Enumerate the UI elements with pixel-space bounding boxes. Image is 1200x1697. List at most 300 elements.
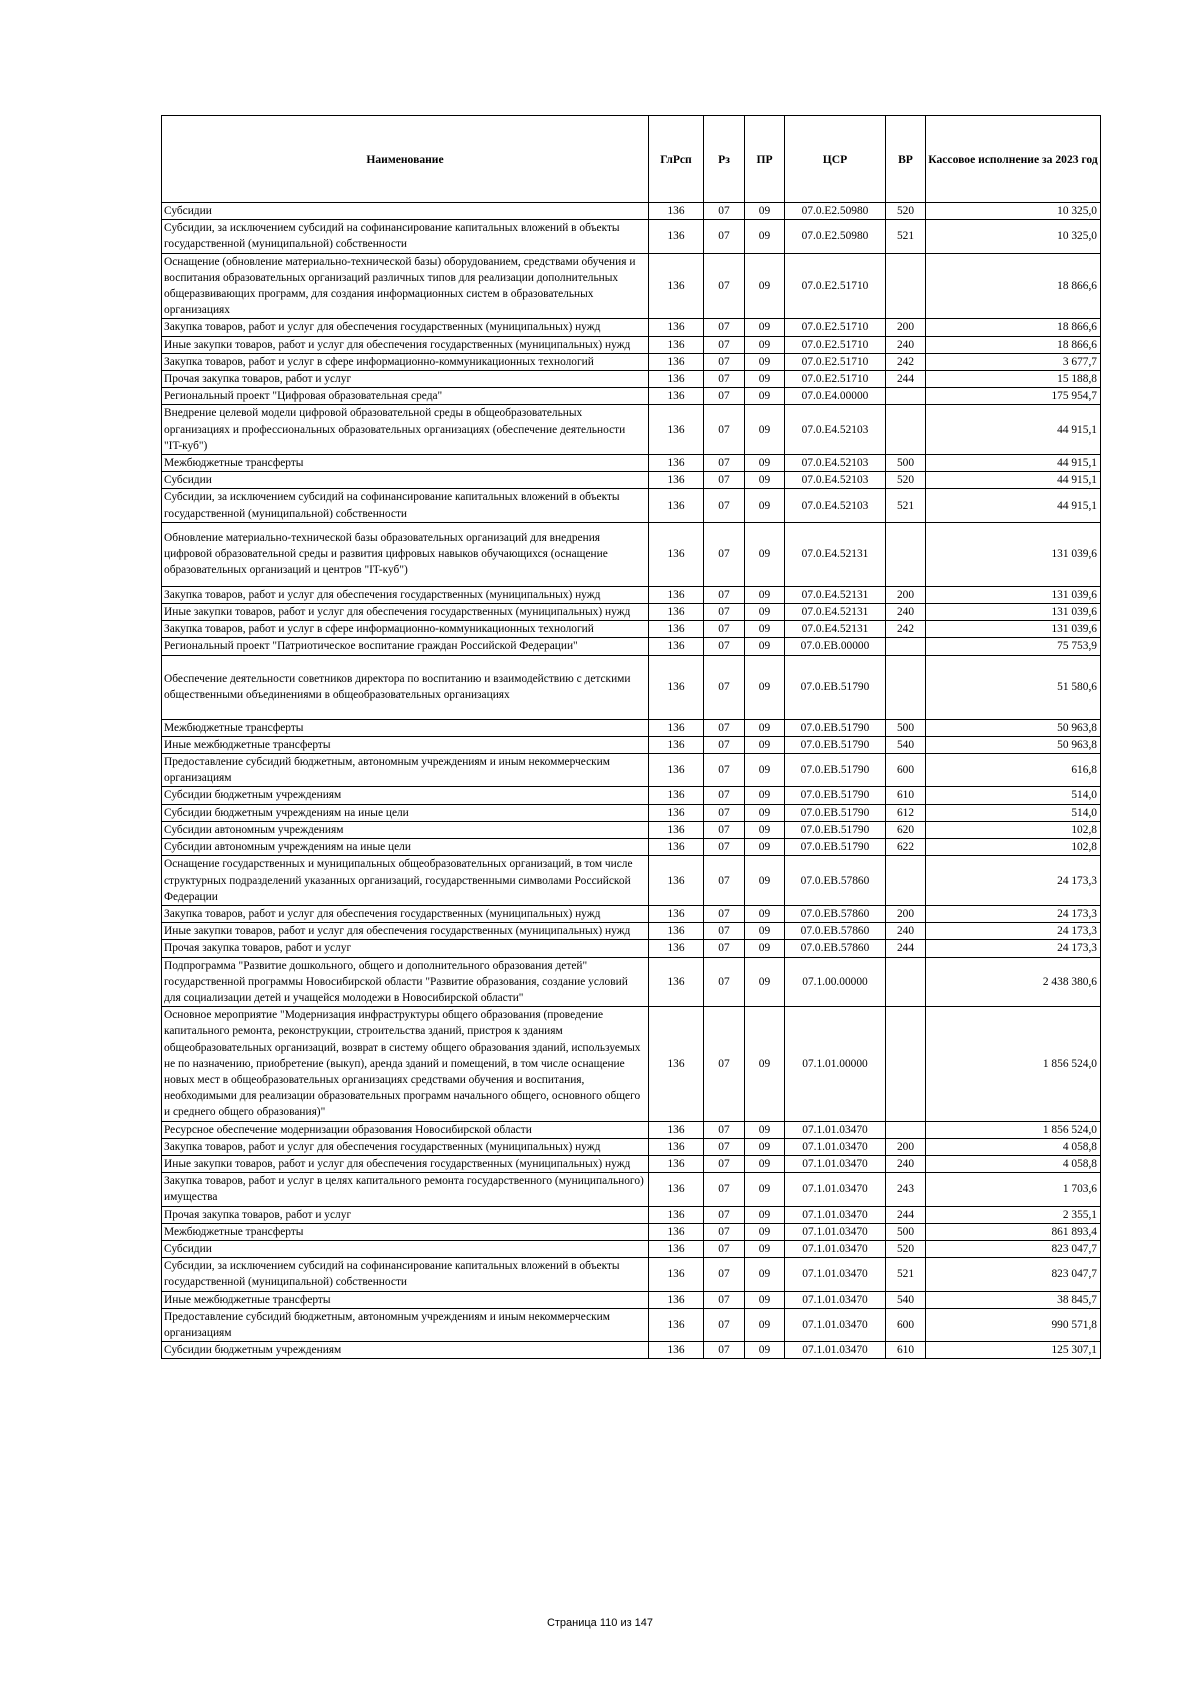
table-row — [162, 472, 1101, 489]
cell-rz: 07 — [704, 940, 745, 957]
cell-sum: 51 580,6 — [926, 655, 1101, 719]
cell-vr: 240 — [886, 604, 926, 621]
cell-pr: 09 — [745, 220, 785, 253]
table-body — [162, 203, 1101, 1359]
cell-pr: 09 — [745, 940, 785, 957]
cell-vr: 520 — [886, 203, 926, 220]
cell-sum: 4 058,8 — [926, 1155, 1101, 1172]
cell-rz: 07 — [704, 253, 745, 319]
cell-sum: 10 325,0 — [926, 220, 1101, 253]
table-row — [162, 638, 1101, 655]
cell-glrsp: 136 — [649, 1258, 704, 1291]
cell-vr — [886, 655, 926, 719]
col-header-vr: ВР — [886, 116, 926, 203]
cell-rz: 07 — [704, 489, 745, 522]
table-row — [162, 1291, 1101, 1308]
cell-name: Основное мероприятие "Модернизация инфраструктуры общего образования (проведение капитального ремонта, реконструкции, строительства зданий, пристроя к зданиям общеобразовательных организаций, возврат в систему общего образования зданий, используемых не по назначению, приобретение (выкуп), аренда зданий и помещений, в том числе оснащение новых мест в общеобразовательных организациях средствами обучения и воспитания, необходимыми для реализации образовательных программ начального общего, основного общего и среднего общего образования)" — [162, 1007, 649, 1121]
cell-vr: 200 — [886, 905, 926, 922]
cell-name: Иные закупки товаров, работ и услуг для обеспечения государственных (муниципальных) нужд — [162, 923, 649, 940]
cell-vr: 610 — [886, 787, 926, 804]
cell-rz: 07 — [704, 821, 745, 838]
cell-csr: 07.0.E4.52131 — [785, 621, 886, 638]
cell-vr — [886, 856, 926, 906]
cell-glrsp: 136 — [649, 1291, 704, 1308]
cell-pr: 09 — [745, 253, 785, 319]
cell-glrsp: 136 — [649, 1342, 704, 1359]
cell-vr: 521 — [886, 1258, 926, 1291]
cell-rz: 07 — [704, 455, 745, 472]
cell-glrsp: 136 — [649, 923, 704, 940]
cell-csr: 07.0.E4.52103 — [785, 472, 886, 489]
cell-sum: 1 703,6 — [926, 1173, 1101, 1206]
cell-name: Обеспечение деятельности советников директора по воспитанию и взаимодействию с детскими общественными объединениями в общеобразовательных организациях — [162, 655, 649, 719]
cell-rz: 07 — [704, 719, 745, 736]
cell-name: Иные закупки товаров, работ и услуг для обеспечения государственных (муниципальных) нужд — [162, 336, 649, 353]
cell-csr: 07.0.EB.57860 — [785, 856, 886, 906]
table-row — [162, 405, 1101, 455]
cell-glrsp: 136 — [649, 1308, 704, 1341]
cell-glrsp: 136 — [649, 804, 704, 821]
cell-name: Субсидии — [162, 1240, 649, 1257]
cell-sum: 44 915,1 — [926, 405, 1101, 455]
cell-rz: 07 — [704, 804, 745, 821]
cell-glrsp: 136 — [649, 1138, 704, 1155]
cell-csr: 07.0.E2.51710 — [785, 253, 886, 319]
cell-sum: 18 866,6 — [926, 319, 1101, 336]
cell-csr: 07.0.EB.51790 — [785, 754, 886, 787]
cell-vr: 600 — [886, 754, 926, 787]
cell-vr — [886, 388, 926, 405]
cell-csr: 07.1.01.03470 — [785, 1155, 886, 1172]
cell-glrsp: 136 — [649, 319, 704, 336]
cell-csr: 07.0.E2.51710 — [785, 319, 886, 336]
cell-rz: 07 — [704, 388, 745, 405]
cell-vr: 520 — [886, 1240, 926, 1257]
cell-name: Ресурсное обеспечение модернизации образования Новосибирской области — [162, 1121, 649, 1138]
cell-name: Подпрограмма "Развитие дошкольного, общего и дополнительного образования детей" государственной программы Новосибирской области "Развитие образования, создание условий для социализации детей и учащейся молодежи в Новосибирской области" — [162, 957, 649, 1007]
cell-rz: 07 — [704, 655, 745, 719]
col-header-rz: Рз — [704, 116, 745, 203]
table-row — [162, 923, 1101, 940]
cell-sum: 3 677,7 — [926, 353, 1101, 370]
cell-csr: 07.1.01.03470 — [785, 1138, 886, 1155]
cell-rz: 07 — [704, 1138, 745, 1155]
cell-glrsp: 136 — [649, 621, 704, 638]
cell-name: Оснащение (обновление материально-технической базы) оборудованием, средствами обучения и воспитания образовательных организаций различных типов для реализации дополнительных общеразвивающих программ, для создания информационных систем в образовательных организациях — [162, 253, 649, 319]
cell-name: Субсидии, за исключением субсидий на софинансирование капитальных вложений в объекты государственной (муниципальной) собственности — [162, 1258, 649, 1291]
cell-glrsp: 136 — [649, 604, 704, 621]
table-row — [162, 957, 1101, 1007]
table-row — [162, 940, 1101, 957]
cell-rz: 07 — [704, 621, 745, 638]
cell-rz: 07 — [704, 1223, 745, 1240]
cell-glrsp: 136 — [649, 472, 704, 489]
cell-pr: 09 — [745, 856, 785, 906]
cell-pr: 09 — [745, 1342, 785, 1359]
cell-sum: 10 325,0 — [926, 203, 1101, 220]
cell-csr: 07.0.EB.51790 — [785, 655, 886, 719]
cell-name: Субсидии — [162, 472, 649, 489]
cell-glrsp: 136 — [649, 455, 704, 472]
cell-sum: 1 856 524,0 — [926, 1121, 1101, 1138]
cell-vr: 244 — [886, 371, 926, 388]
cell-rz: 07 — [704, 604, 745, 621]
cell-pr: 09 — [745, 1240, 785, 1257]
cell-sum: 102,8 — [926, 821, 1101, 838]
cell-vr — [886, 957, 926, 1007]
cell-pr: 09 — [745, 405, 785, 455]
cell-vr: 244 — [886, 940, 926, 957]
cell-csr: 07.1.01.03470 — [785, 1342, 886, 1359]
col-header-name: Наименование — [162, 116, 649, 203]
cell-csr: 07.0.EB.57860 — [785, 923, 886, 940]
cell-pr: 09 — [745, 923, 785, 940]
table-row — [162, 388, 1101, 405]
cell-pr: 09 — [745, 1308, 785, 1341]
cell-csr: 07.1.01.03470 — [785, 1121, 886, 1138]
cell-sum: 102,8 — [926, 839, 1101, 856]
table-row — [162, 1173, 1101, 1206]
cell-csr: 07.0.E2.51710 — [785, 336, 886, 353]
cell-pr: 09 — [745, 203, 785, 220]
cell-csr: 07.0.E4.52131 — [785, 586, 886, 603]
cell-name: Региональный проект "Патриотическое воспитание граждан Российской Федерации" — [162, 638, 649, 655]
table-row — [162, 1007, 1101, 1121]
cell-name: Прочая закупка товаров, работ и услуг — [162, 1206, 649, 1223]
cell-glrsp: 136 — [649, 1223, 704, 1240]
table-row — [162, 787, 1101, 804]
cell-rz: 07 — [704, 1007, 745, 1121]
cell-pr: 09 — [745, 336, 785, 353]
cell-sum: 616,8 — [926, 754, 1101, 787]
table-row — [162, 1258, 1101, 1291]
cell-sum: 50 963,8 — [926, 736, 1101, 753]
cell-glrsp: 136 — [649, 957, 704, 1007]
table-row — [162, 1223, 1101, 1240]
table-row — [162, 804, 1101, 821]
cell-pr: 09 — [745, 1223, 785, 1240]
cell-name: Межбюджетные трансферты — [162, 1223, 649, 1240]
cell-pr: 09 — [745, 586, 785, 603]
cell-rz: 07 — [704, 1342, 745, 1359]
table-row — [162, 754, 1101, 787]
cell-glrsp: 136 — [649, 1007, 704, 1121]
cell-vr — [886, 1121, 926, 1138]
cell-name: Закупка товаров, работ и услуг для обеспечения государственных (муниципальных) нужд — [162, 586, 649, 603]
cell-pr: 09 — [745, 655, 785, 719]
cell-vr: 500 — [886, 455, 926, 472]
cell-glrsp: 136 — [649, 1173, 704, 1206]
col-header-csr: ЦСР — [785, 116, 886, 203]
cell-vr: 612 — [886, 804, 926, 821]
cell-pr: 09 — [745, 1291, 785, 1308]
cell-csr: 07.1.01.00000 — [785, 1007, 886, 1121]
cell-name: Субсидии автономным учреждениям — [162, 821, 649, 838]
cell-csr: 07.0.E4.00000 — [785, 388, 886, 405]
cell-pr: 09 — [745, 319, 785, 336]
cell-vr — [886, 253, 926, 319]
cell-pr: 09 — [745, 754, 785, 787]
cell-name: Предоставление субсидий бюджетным, автономным учреждениям и иным некоммерческим организациям — [162, 1308, 649, 1341]
cell-csr: 07.0.E2.50980 — [785, 203, 886, 220]
cell-vr: 240 — [886, 336, 926, 353]
cell-glrsp: 136 — [649, 787, 704, 804]
cell-name: Обновление материально-технической базы образовательных организаций для внедрения цифровой образовательной среды и развития цифровых навыков обучающихся (оснащение образовательных организаций и центров "IT-куб") — [162, 522, 649, 586]
cell-name: Межбюджетные трансферты — [162, 455, 649, 472]
cell-pr: 09 — [745, 388, 785, 405]
cell-name: Прочая закупка товаров, работ и услуг — [162, 940, 649, 957]
cell-csr: 07.0.EB.51790 — [785, 719, 886, 736]
cell-name: Закупка товаров, работ и услуг в сфере информационно-коммуникационных технологий — [162, 353, 649, 370]
cell-sum: 1 856 524,0 — [926, 1007, 1101, 1121]
cell-vr — [886, 638, 926, 655]
cell-csr: 07.0.E4.52131 — [785, 604, 886, 621]
cell-pr: 09 — [745, 455, 785, 472]
cell-pr: 09 — [745, 604, 785, 621]
cell-name: Иные закупки товаров, работ и услуг для обеспечения государственных (муниципальных) нужд — [162, 1155, 649, 1172]
cell-rz: 07 — [704, 923, 745, 940]
cell-pr: 09 — [745, 1206, 785, 1223]
cell-pr: 09 — [745, 1173, 785, 1206]
cell-vr: 240 — [886, 923, 926, 940]
cell-name: Оснащение государственных и муниципальных общеобразовательных организаций, в том числе структурных подразделений указанных организаций, государственными символами Российской Федерации — [162, 856, 649, 906]
cell-sum: 2 355,1 — [926, 1206, 1101, 1223]
cell-name: Закупка товаров, работ и услуг в сфере информационно-коммуникационных технологий — [162, 621, 649, 638]
cell-sum: 514,0 — [926, 804, 1101, 821]
cell-rz: 07 — [704, 856, 745, 906]
table-row — [162, 856, 1101, 906]
col-header-glrsp: ГлРсп — [649, 116, 704, 203]
cell-rz: 07 — [704, 1258, 745, 1291]
cell-name: Закупка товаров, работ и услуг для обеспечения государственных (муниципальных) нужд — [162, 905, 649, 922]
table-row — [162, 220, 1101, 253]
cell-pr: 09 — [745, 1121, 785, 1138]
cell-name: Прочая закупка товаров, работ и услуг — [162, 371, 649, 388]
cell-csr: 07.0.E2.51710 — [785, 353, 886, 370]
cell-vr: 240 — [886, 1155, 926, 1172]
cell-glrsp: 136 — [649, 736, 704, 753]
cell-csr: 07.0.E4.52131 — [785, 522, 886, 586]
cell-sum: 38 845,7 — [926, 1291, 1101, 1308]
cell-sum: 50 963,8 — [926, 719, 1101, 736]
cell-sum: 44 915,1 — [926, 455, 1101, 472]
table-row — [162, 522, 1101, 586]
table-row — [162, 1155, 1101, 1172]
cell-sum: 2 438 380,6 — [926, 957, 1101, 1007]
cell-sum: 131 039,6 — [926, 586, 1101, 603]
cell-csr: 07.1.01.03470 — [785, 1308, 886, 1341]
table-row — [162, 336, 1101, 353]
cell-csr: 07.1.01.03470 — [785, 1206, 886, 1223]
cell-vr: 200 — [886, 586, 926, 603]
cell-rz: 07 — [704, 736, 745, 753]
cell-vr: 243 — [886, 1173, 926, 1206]
table-row — [162, 203, 1101, 220]
cell-pr: 09 — [745, 1138, 785, 1155]
cell-glrsp: 136 — [649, 489, 704, 522]
table-row — [162, 353, 1101, 370]
cell-pr: 09 — [745, 522, 785, 586]
budget-table — [161, 115, 1101, 1359]
cell-glrsp: 136 — [649, 638, 704, 655]
col-header-pr: ПР — [745, 116, 785, 203]
cell-csr: 07.0.EB.57860 — [785, 940, 886, 957]
cell-rz: 07 — [704, 1173, 745, 1206]
cell-name: Субсидии, за исключением субсидий на софинансирование капитальных вложений в объекты государственной (муниципальной) собственности — [162, 220, 649, 253]
cell-glrsp: 136 — [649, 940, 704, 957]
cell-csr: 07.1.01.03470 — [785, 1223, 886, 1240]
cell-vr — [886, 405, 926, 455]
cell-glrsp: 136 — [649, 1206, 704, 1223]
cell-rz: 07 — [704, 638, 745, 655]
cell-rz: 07 — [704, 1240, 745, 1257]
table-row — [162, 1138, 1101, 1155]
cell-vr: 610 — [886, 1342, 926, 1359]
cell-rz: 07 — [704, 220, 745, 253]
cell-name: Субсидии бюджетным учреждениям — [162, 1342, 649, 1359]
cell-sum: 990 571,8 — [926, 1308, 1101, 1341]
cell-rz: 07 — [704, 405, 745, 455]
cell-csr: 07.0.EB.51790 — [785, 736, 886, 753]
cell-glrsp: 136 — [649, 371, 704, 388]
cell-name: Предоставление субсидий бюджетным, автономным учреждениям и иным некоммерческим организациям — [162, 754, 649, 787]
cell-glrsp: 136 — [649, 856, 704, 906]
cell-glrsp: 136 — [649, 754, 704, 787]
cell-csr: 07.0.E2.51710 — [785, 371, 886, 388]
cell-csr: 07.1.01.03470 — [785, 1258, 886, 1291]
cell-vr: 200 — [886, 1138, 926, 1155]
cell-sum: 75 753,9 — [926, 638, 1101, 655]
cell-sum: 823 047,7 — [926, 1240, 1101, 1257]
cell-glrsp: 136 — [649, 821, 704, 838]
table-row — [162, 1206, 1101, 1223]
cell-rz: 07 — [704, 1155, 745, 1172]
cell-vr: 500 — [886, 719, 926, 736]
cell-rz: 07 — [704, 353, 745, 370]
table-row — [162, 371, 1101, 388]
table-row — [162, 455, 1101, 472]
cell-rz: 07 — [704, 1121, 745, 1138]
cell-csr: 07.0.E4.52103 — [785, 455, 886, 472]
cell-glrsp: 136 — [649, 405, 704, 455]
cell-rz: 07 — [704, 787, 745, 804]
cell-csr: 07.0.E2.50980 — [785, 220, 886, 253]
cell-name: Межбюджетные трансферты — [162, 719, 649, 736]
table-row — [162, 489, 1101, 522]
cell-pr: 09 — [745, 804, 785, 821]
table-row — [162, 1342, 1101, 1359]
cell-pr: 09 — [745, 621, 785, 638]
cell-rz: 07 — [704, 472, 745, 489]
cell-pr: 09 — [745, 719, 785, 736]
cell-sum: 44 915,1 — [926, 472, 1101, 489]
cell-sum: 131 039,6 — [926, 621, 1101, 638]
cell-rz: 07 — [704, 336, 745, 353]
table-row — [162, 655, 1101, 719]
cell-rz: 07 — [704, 319, 745, 336]
cell-sum: 24 173,3 — [926, 923, 1101, 940]
cell-sum: 175 954,7 — [926, 388, 1101, 405]
cell-glrsp: 136 — [649, 655, 704, 719]
cell-glrsp: 136 — [649, 719, 704, 736]
cell-name: Субсидии — [162, 203, 649, 220]
table-row — [162, 1308, 1101, 1341]
cell-glrsp: 136 — [649, 1155, 704, 1172]
table-row — [162, 621, 1101, 638]
cell-name: Закупка товаров, работ и услуг в целях капитального ремонта государственного (муниципального) имущества — [162, 1173, 649, 1206]
cell-sum: 861 893,4 — [926, 1223, 1101, 1240]
cell-pr: 09 — [745, 371, 785, 388]
cell-pr: 09 — [745, 957, 785, 1007]
table-row — [162, 719, 1101, 736]
table-row — [162, 253, 1101, 319]
cell-csr: 07.0.E4.52103 — [785, 489, 886, 522]
cell-csr: 07.0.EB.51790 — [785, 839, 886, 856]
col-header-sum: Кассовое исполнение за 2023 год — [926, 116, 1101, 203]
cell-glrsp: 136 — [649, 1240, 704, 1257]
cell-vr: 200 — [886, 319, 926, 336]
cell-rz: 07 — [704, 957, 745, 1007]
cell-rz: 07 — [704, 1291, 745, 1308]
table-row — [162, 839, 1101, 856]
cell-sum: 18 866,6 — [926, 336, 1101, 353]
cell-name: Иные межбюджетные трансферты — [162, 1291, 649, 1308]
cell-vr: 622 — [886, 839, 926, 856]
cell-vr: 500 — [886, 1223, 926, 1240]
cell-csr: 07.0.EB.00000 — [785, 638, 886, 655]
cell-name: Внедрение целевой модели цифровой образовательной среды в общеобразовательных организациях и профессиональных образовательных организациях (обеспечение деятельности "IT-куб") — [162, 405, 649, 455]
cell-pr: 09 — [745, 905, 785, 922]
cell-pr: 09 — [745, 821, 785, 838]
cell-name: Иные межбюджетные трансферты — [162, 736, 649, 753]
cell-vr: 242 — [886, 353, 926, 370]
cell-vr: 540 — [886, 1291, 926, 1308]
table-row — [162, 586, 1101, 603]
cell-name: Иные закупки товаров, работ и услуг для обеспечения государственных (муниципальных) нужд — [162, 604, 649, 621]
cell-vr: 521 — [886, 220, 926, 253]
cell-pr: 09 — [745, 736, 785, 753]
cell-pr: 09 — [745, 472, 785, 489]
cell-vr: 520 — [886, 472, 926, 489]
cell-csr: 07.0.EB.51790 — [785, 787, 886, 804]
cell-csr: 07.0.EB.57860 — [785, 905, 886, 922]
table-row — [162, 736, 1101, 753]
cell-pr: 09 — [745, 489, 785, 522]
cell-csr: 07.0.E4.52103 — [785, 405, 886, 455]
cell-glrsp: 136 — [649, 522, 704, 586]
cell-sum: 131 039,6 — [926, 522, 1101, 586]
cell-rz: 07 — [704, 839, 745, 856]
cell-rz: 07 — [704, 754, 745, 787]
cell-sum: 131 039,6 — [926, 604, 1101, 621]
cell-glrsp: 136 — [649, 353, 704, 370]
cell-pr: 09 — [745, 839, 785, 856]
cell-glrsp: 136 — [649, 336, 704, 353]
cell-vr: 620 — [886, 821, 926, 838]
cell-pr: 09 — [745, 353, 785, 370]
cell-glrsp: 136 — [649, 839, 704, 856]
cell-pr: 09 — [745, 638, 785, 655]
cell-rz: 07 — [704, 522, 745, 586]
cell-name: Субсидии бюджетным учреждениям на иные цели — [162, 804, 649, 821]
cell-vr: 242 — [886, 621, 926, 638]
cell-rz: 07 — [704, 371, 745, 388]
cell-sum: 24 173,3 — [926, 905, 1101, 922]
cell-rz: 07 — [704, 1206, 745, 1223]
cell-csr: 07.1.01.03470 — [785, 1173, 886, 1206]
cell-vr: 521 — [886, 489, 926, 522]
cell-name: Субсидии, за исключением субсидий на софинансирование капитальных вложений в объекты государственной (муниципальной) собственности — [162, 489, 649, 522]
